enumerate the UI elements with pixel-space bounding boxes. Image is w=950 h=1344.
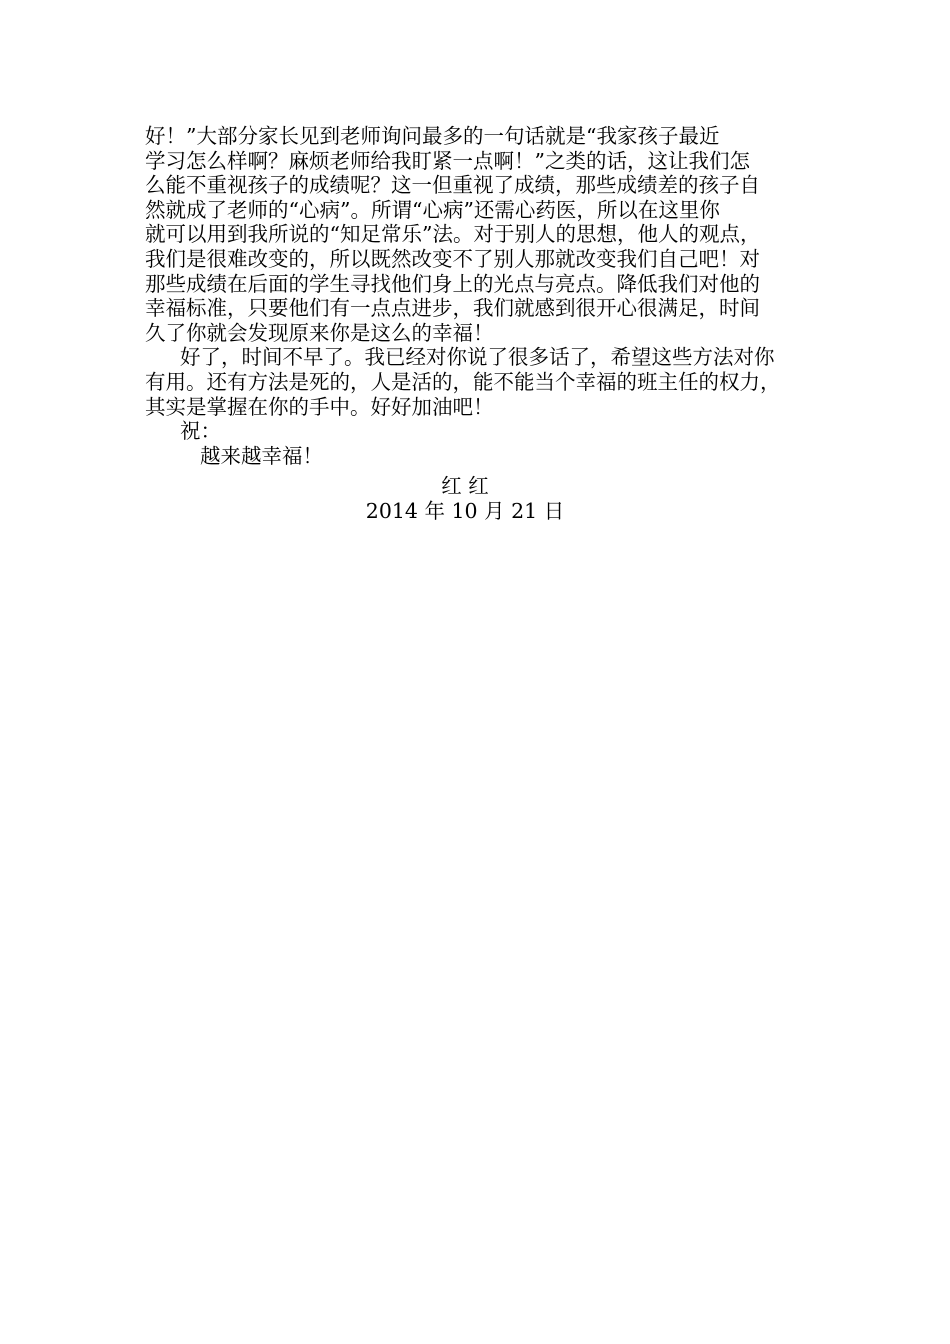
paragraph-line: 么能不重视孩子的成绩呢？这一但重视了成绩，那些成绩差的孩子自 [145,173,760,198]
paragraph-line: 那些成绩在后面的学生寻找他们身上的光点与亮点。降低我们对他的 [145,271,760,296]
paragraph-line: 有用。还有方法是死的，人是活的，能不能当个幸福的班主任的权力， [145,369,781,394]
wish-line: 越来越幸福！ [200,443,323,468]
paragraph-line: 其实是掌握在你的手中。好好加油吧！ [145,394,494,419]
paragraph-line: 就可以用到我所说的“知足常乐”法。对于别人的思想，他人的观点， [145,222,761,247]
paragraph-line: 我们是很难改变的，所以既然改变不了别人那就改变我们自己吧！对 [145,246,760,271]
paragraph-line: 久了你就会发现原来你是这么的幸福！ [145,320,494,345]
signature-date: 2014 年 10 月 21 日 [365,498,565,523]
paragraph-line: 好！”大部分家长见到老师询问最多的一句话就是“我家孩子最近 [145,124,720,148]
closing-line: 祝： [180,419,221,444]
signature-name: 红 红 [441,474,489,498]
paragraph-line: 然就成了老师的“心病”。所谓“心病”还需心药医，所以在这里你 [145,197,720,222]
paragraph-line: 好了，时间不早了。我已经对你说了很多话了，希望这些方法对你 [180,345,775,370]
paragraph-line: 学习怎么样啊？麻烦老师给我盯紧一点啊！”之类的话，这让我们怎 [145,148,750,173]
letter-body [145,124,821,468]
signature-block [145,474,785,523]
paragraph-line: 幸福标准，只要他们有一点点进步，我们就感到很开心很满足，时间 [145,296,760,321]
